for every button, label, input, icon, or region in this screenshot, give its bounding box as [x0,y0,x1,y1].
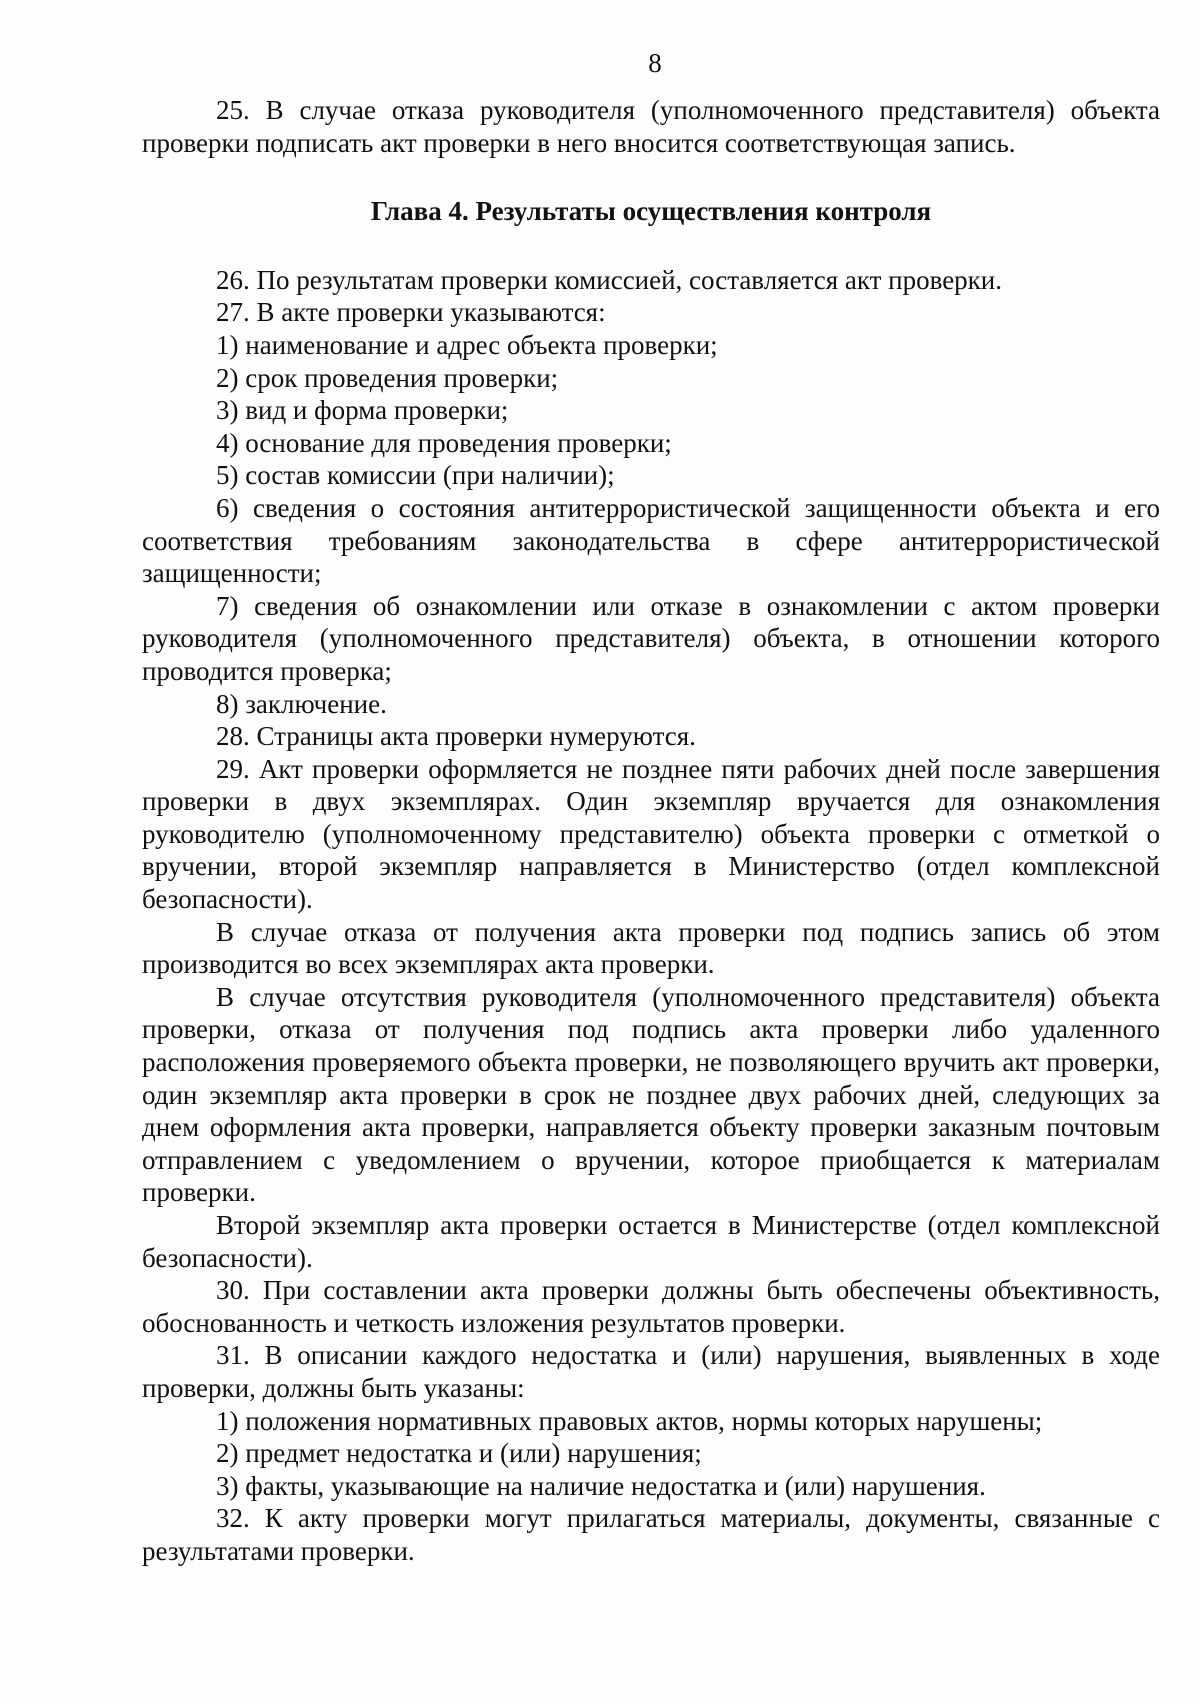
list-item-8: 8) заключение. [216,688,387,719]
paragraph-29-absence: В случае отсутствия руководителя (уполномоченного представителя) объекта проверки, отказа от получения под подпись акта проверки либо удаленного расположения проверяемого объекта проверки, не позволяющего вручить акт проверки, один экземпляр акта проверки в срок не позднее двух рабочих дней, следующих за днем оформления акта проверки, направляется объекту проверки заказным почтовым отправлением с уведомлением о вручении, которое приобщается к материалам проверки. [142,981,1160,1208]
list-item-6: 6) сведения о состояния антитеррористической защищенности объекта и его соответствия требованиям законодательства в сфере антитеррористической защищенности; [142,492,1160,589]
paragraph-29: 29. Акт проверки оформляется не позднее пяти рабочих дней после завершения проверки в двух экземплярах. Один экземпляр вручается для ознакомления руководителю (уполномоченному представителю) объекта проверки с отметкой о вручении, второй экземпляр направляется в Министерство (отдел комплексной безопасности). [142,753,1160,915]
paragraph-31: 31. В описании каждого недостатка и (или) нарушения, выявленных в ходе проверки, должны быть указаны: [142,1340,1160,1403]
paragraph-30: 30. При составлении акта проверки должны быть обеспечены объективность, обоснованность и четкость изложения результатов проверки. [142,1275,1160,1338]
paragraph-28: 28. Страницы акта проверки нумеруются. [216,721,696,752]
chapter-title: Глава 4. Результаты осуществления контроля [370,196,932,227]
paragraph-29-second-copy: Второй экземпляр акта проверки остается в Министерстве (отдел комплексной безопасности). [142,1210,1160,1273]
paragraph-26: 26. По результатам проверки комиссией, составляется акт проверки. [216,264,1002,295]
page-number: 8 [648,48,662,78]
list-item-1: 1) наименование и адрес объекта проверки; [216,329,718,360]
paragraph-32: 32. К акту проверки могут прилагаться материалы, документы, связанные с результатами проверки. [142,1503,1160,1566]
list-item-4: 4) основание для проведения проверки; [216,427,672,458]
list-item-2: 2) срок проведения проверки; [216,362,559,393]
paragraph-27: 27. В акте проверки указываются: [216,297,606,328]
paragraph-25: 25. В случае отказа руководителя (уполномоченного представителя) объекта проверки подписать акт проверки в него вносится соответствующая запись. [142,95,1160,158]
document-body [142,94,1160,1568]
violation-item-3: 3) факты, указывающие на наличие недостатка и (или) нарушения. [216,1470,986,1501]
list-item-3: 3) вид и форма проверки; [216,395,509,426]
paragraph-29-refusal: В случае отказа от получения акта проверки под подпись запись об этом производится во всех экземплярах акта проверки. [142,916,1160,980]
list-item-5: 5) состав комиссии (при наличии); [216,460,615,491]
violation-item-2: 2) предмет недостатка и (или) нарушения; [216,1438,702,1469]
violation-item-1: 1) положения нормативных правовых актов, нормы которых нарушены; [216,1405,1043,1436]
list-item-7: 7) сведения об ознакомлении или отказе в ознакомлении с актом проверки руководителя (уполномоченного представителя) объекта, в отношении которого проводится проверка; [142,590,1160,686]
